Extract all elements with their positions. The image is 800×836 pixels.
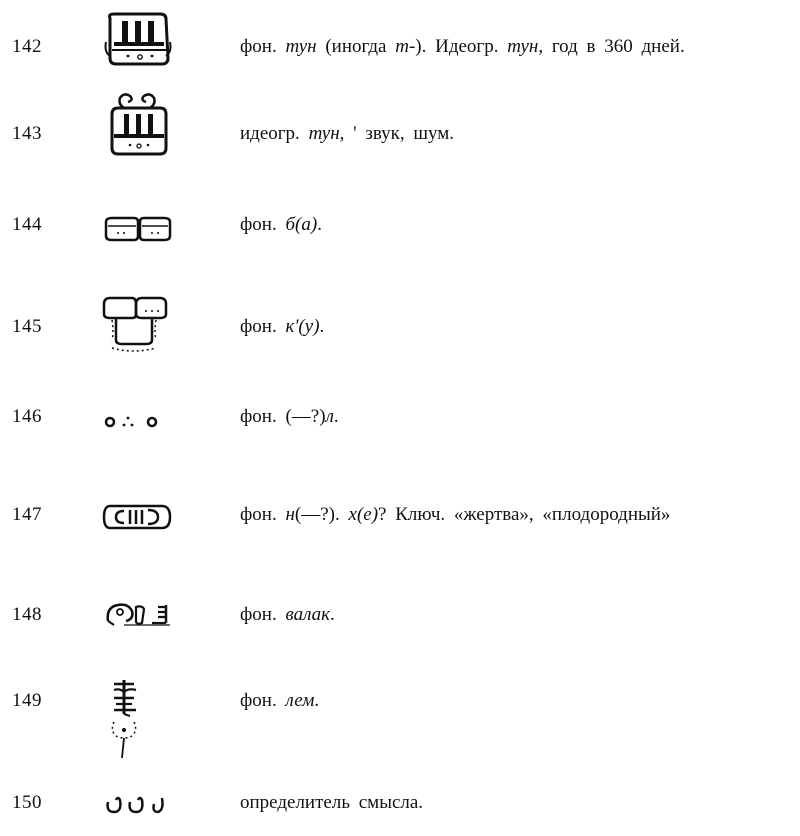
desc-part: . — [317, 214, 322, 235]
ba-glyph-icon — [104, 216, 172, 242]
tun-glyph-icon — [98, 12, 178, 68]
desc-part: . — [314, 690, 320, 711]
desc-part: фон. — [240, 36, 286, 57]
desc-part: фон. — [240, 604, 286, 625]
entry-number: 147 — [12, 504, 42, 525]
desc-part: . — [330, 604, 335, 625]
entry-description — [240, 690, 319, 712]
desc-part: тун — [308, 123, 340, 144]
lem-glyph-icon — [106, 678, 146, 762]
hooks-glyph-icon — [104, 794, 168, 816]
desc-part: ? Ключ. «жертва», «плодородный» — [378, 504, 671, 525]
desc-part: валак — [285, 604, 331, 625]
desc-part: л — [325, 406, 334, 427]
desc-part: лем — [285, 690, 315, 711]
cartouche-glyph-icon — [102, 504, 172, 530]
entry-description — [240, 36, 685, 58]
desc-part: (иногда — [316, 36, 396, 57]
desc-part: х(е) — [348, 504, 379, 525]
entry-number: 144 — [12, 214, 42, 235]
entry-description — [240, 123, 454, 145]
desc-part: идеогр. — [240, 123, 309, 144]
entry-description — [240, 406, 339, 428]
entry-description — [240, 792, 423, 814]
entry-number: 145 — [12, 316, 42, 337]
entry-number: 142 — [12, 36, 42, 57]
entry-number: 148 — [12, 604, 42, 625]
tun-sound-glyph-icon — [104, 92, 174, 158]
desc-part: , год в 360 дней. — [538, 36, 685, 57]
dots-circles-glyph-icon — [104, 412, 160, 430]
desc-part: . — [319, 316, 325, 337]
desc-part: , ' звук, шум. — [339, 123, 455, 144]
entry-description — [240, 504, 670, 526]
desc-part: н — [285, 504, 295, 525]
ku-glyph-icon — [100, 296, 170, 356]
desc-part: т- — [395, 36, 416, 57]
desc-part: тун — [285, 36, 317, 57]
desc-part: фон. (—?) — [240, 406, 326, 427]
entry-description — [240, 214, 322, 236]
desc-part: тун — [507, 36, 539, 57]
desc-part: ). Идеогр. — [415, 36, 508, 57]
desc-part: фон. — [240, 214, 286, 235]
desc-part: к'(у) — [285, 316, 320, 337]
entry-number: 143 — [12, 123, 42, 144]
entry-number: 146 — [12, 406, 42, 427]
entry-number: 150 — [12, 792, 42, 813]
desc-part: б(а) — [285, 214, 318, 235]
desc-part: (—?). — [294, 504, 349, 525]
entry-description — [240, 604, 335, 626]
entry-number: 149 — [12, 690, 42, 711]
desc-part: . — [333, 406, 339, 427]
desc-part: фон. — [240, 316, 286, 337]
entry-description — [240, 316, 324, 338]
desc-part: фон. — [240, 690, 286, 711]
walak-glyph-icon — [104, 601, 174, 627]
desc-part: фон. — [240, 504, 286, 525]
desc-part: определитель смысла. — [240, 792, 424, 813]
